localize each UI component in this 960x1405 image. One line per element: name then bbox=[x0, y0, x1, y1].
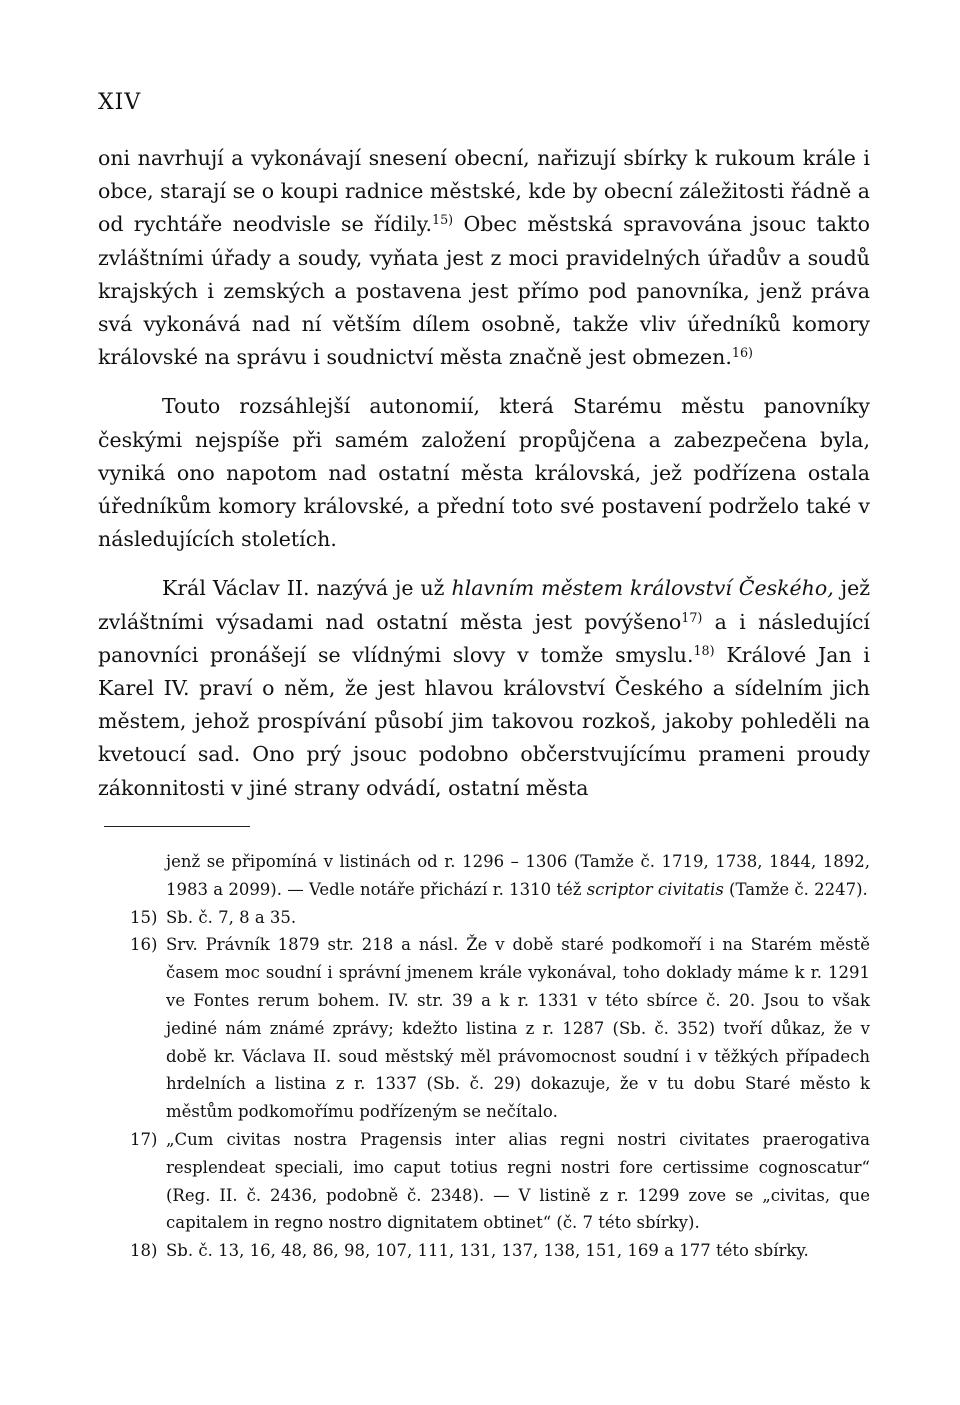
footnote-separator bbox=[104, 826, 250, 827]
footnote-text bbox=[166, 1241, 809, 1260]
text-run: Obec městská spravována jsouc takto zvláštními úřady a soudy, vyňata jest z moci pravidelných úřadův a soudů krajských i zemských a postavena jest přímo pod panovníka, jenž práva svá vykonává nad ní větším dílem osobně, takže vliv úředníků komory královské na správu i soudnictví města značně jest obmezen. bbox=[98, 212, 870, 370]
footnote-mark: 17) bbox=[130, 1129, 158, 1149]
text-run: a i následující panovníci pronášejí se vlídnými slovy v tomže smyslu. bbox=[98, 609, 870, 667]
italic-phrase: scriptor civitatis bbox=[586, 879, 724, 899]
footnote bbox=[130, 904, 870, 932]
paragraph bbox=[98, 572, 870, 804]
footnote-text bbox=[166, 852, 870, 899]
text-run: oni navrhují a vykonávají snesení obecní, nařizují sbírky k rukoum krále i obce, starají se o koupi radnice městské, kde by obecní záležitosti řádně a od rychtáře neodvisle se řídily. bbox=[98, 146, 870, 237]
footnote bbox=[130, 1237, 870, 1265]
footnote bbox=[130, 1126, 870, 1237]
text-run: jež zvláštními výsadami nad ostatní města jest povýšeno bbox=[98, 576, 870, 634]
footnote-text bbox=[166, 1130, 870, 1232]
text-run: Král Václav II. nazývá je už bbox=[162, 576, 452, 601]
italic-phrase: hlavním městem království Českého, bbox=[451, 576, 834, 601]
text-run: Králové Jan i Karel IV. praví o něm, že jest hlavou království Českého a sídelním jich městem, jehož prospívání působí jim takovou rozkoš, jakoby pohleděli na kvetoucí sad. Ono prý jsouc podobno občerstvujícímu prameni proudy zákonnitosti v jiné strany odvádí, ostatní města bbox=[98, 642, 870, 800]
footnote-mark: 15) bbox=[130, 907, 158, 927]
footnote bbox=[130, 848, 870, 904]
paragraph bbox=[98, 142, 870, 374]
text-run: Touto rozsáhlejší autonomií, která Starému městu panovníky českými nejspíše při samém založení propůjčena a zabezpečena byla, vyniká ono napotom nad ostatní města královská, jež podřízena ostala úředníkům komory královské, a přední toto své postavení podrželo také v následujících stoletích. bbox=[98, 394, 870, 552]
footnote bbox=[130, 931, 870, 1126]
footnote-mark: 18) bbox=[130, 1241, 158, 1261]
footnote-reference: 17) bbox=[681, 609, 703, 625]
text-run: (Tamže č. 2247). bbox=[723, 879, 868, 899]
text-run: „Cum civitas nostra Pragensis inter alias regni nostri civitates praerogativa resplendeat speciali, imo caput totius regni nostri fore certissime cognoscatur“ (Reg. II. č. 2436, podobně č. 2348). — V listině z r. 1299 zove se „civitas, que capitalem in regno nostro dignitatem obtinet“ (č. 7 této sbírky). bbox=[166, 1129, 870, 1233]
text-run: jenž se připomíná v listinách od r. 1296 – 1306 (Tamže č. 1719, 1738, 1844, 1892, 1983 a 2099). — Vedle notáře přichází r. 1310 též bbox=[166, 852, 870, 899]
footnote-reference: 15) bbox=[432, 212, 454, 228]
footnote-text bbox=[166, 908, 296, 927]
footnote-mark: 16) bbox=[130, 935, 158, 955]
text-run: Sb. č. 13, 16, 48, 86, 98, 107, 111, 131, 137, 138, 151, 169 a 177 této sbírky. bbox=[166, 1241, 809, 1261]
text-run: Sb. č. 7, 8 a 35. bbox=[166, 907, 297, 927]
main-text bbox=[98, 142, 870, 805]
footnote-reference: 18) bbox=[693, 642, 715, 658]
footnote-reference: 16) bbox=[731, 345, 754, 361]
page-number: XIV bbox=[98, 90, 142, 115]
footnotes bbox=[130, 848, 870, 1265]
footnote-text bbox=[166, 935, 870, 1121]
paragraph bbox=[98, 390, 870, 556]
text-run: Srv. Právník 1879 str. 218 a násl. Že v době staré podkomoří i na Starém městě časem moc soudní i správní jmenem krále vykonával, toho doklady máme k r. 1291 ve Fontes rerum bohem. IV. str. 39 a k r. 1331 v této sbírce č. 20. Jsou to však jediné nám známé zprávy; kdežto listina z r. 1287 (Sb. č. 352) tvoří důkaz, že v době kr. Václava II. soud městský měl právomocnost soudní i v těžkých případech hrdelních a listina z r. 1337 (Sb. č. 29) dokazuje, že v tu dobu Staré město k městům podkomořímu podřízeným se nečítalo. bbox=[166, 935, 870, 1122]
